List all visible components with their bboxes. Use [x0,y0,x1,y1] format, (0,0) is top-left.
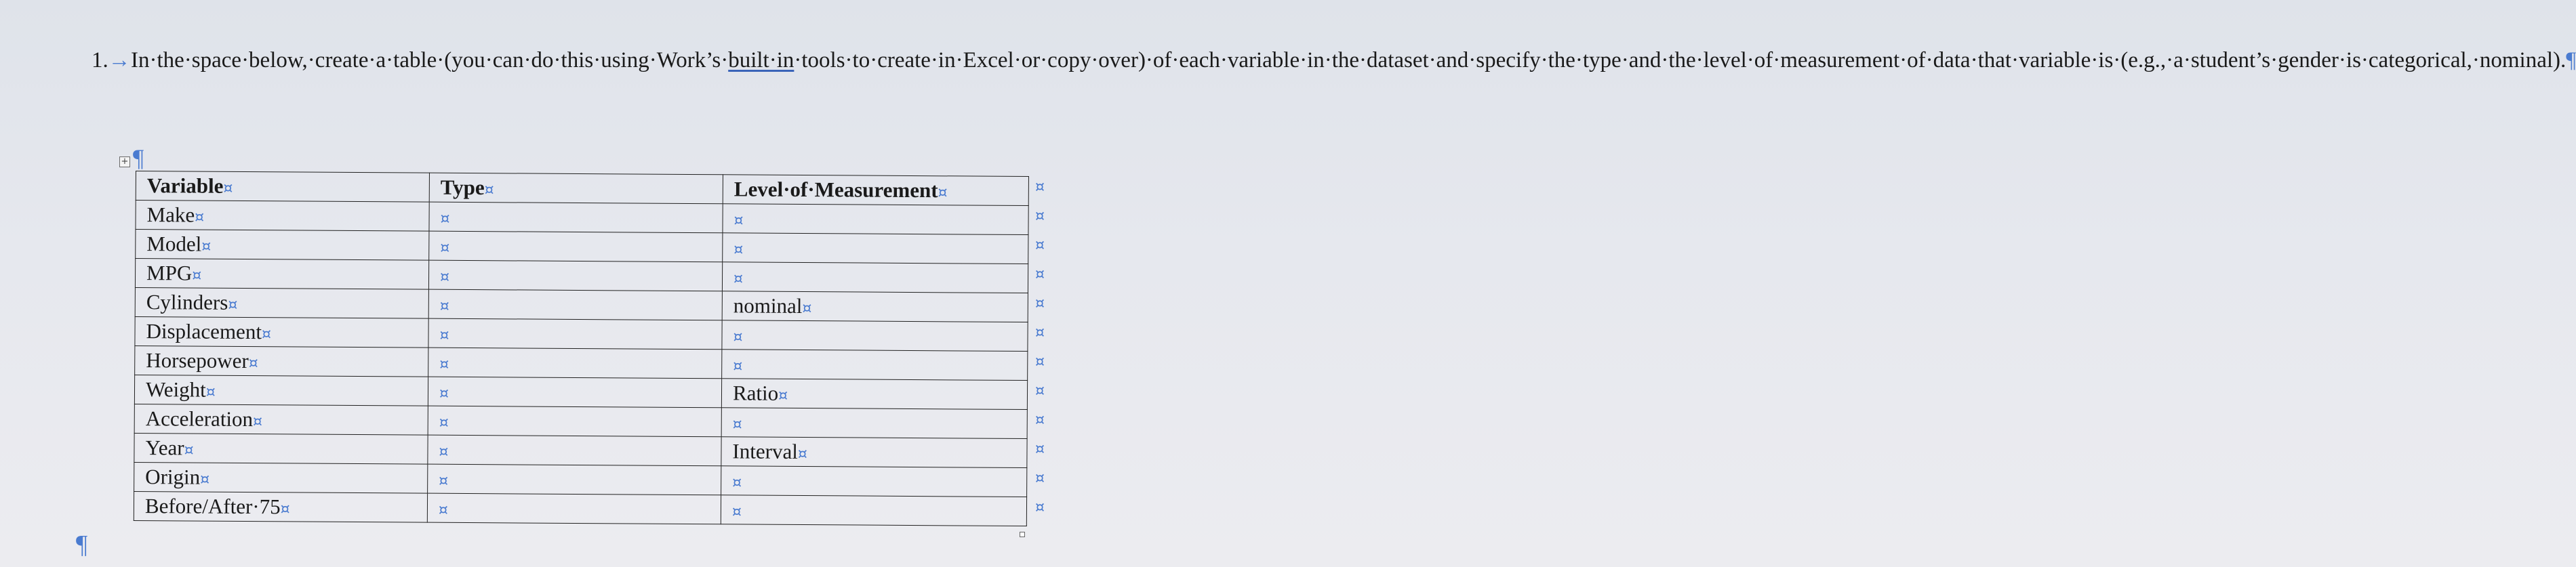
table-cell[interactable] [429,231,723,262]
table-resize-handle[interactable] [1020,532,1025,537]
cell-end-marker: ¤ [440,210,450,228]
table-cell-text: Make [146,203,195,227]
table-cell[interactable] [721,408,1027,439]
table-cell-text: Displacement [146,319,262,344]
instruction-text-part2: ·tools·to·create·in·Excel·or·copy·over)·of·each·variable·in·the·dataset·and·specify·the·type·and·the·level·of·measurement·of·data·that·variable·is·(e.g.,·a·student’s·gender·is·categorical,·nominal). [794,48,2567,72]
table-cell-text: MPG [146,261,193,285]
cell-end-marker: ¤ [733,212,744,230]
table-cell[interactable] [722,350,1028,381]
instruction-text[interactable] [131,45,2576,77]
row-end-marker: ¤ [1035,383,1045,400]
header-cell[interactable] [136,171,429,203]
table-cell-text: Interval [732,439,798,463]
table-cell[interactable] [723,204,1028,235]
table-cell-text: Horsepower [146,348,249,373]
table-cell[interactable] [135,259,428,290]
cell-end-marker: ¤ [184,442,194,459]
cell-end-marker: ¤ [201,238,212,255]
cell-end-marker: ¤ [205,383,216,401]
table-cell[interactable] [134,491,427,522]
table-cell-text: Year [145,436,184,460]
table-cell-text: Weight [145,377,206,402]
spellcheck-underlined-text[interactable]: built·in [728,48,794,72]
paragraph-mark: ¶ [2566,48,2576,72]
cell-end-marker: ¤ [733,329,743,346]
header-cell-text: Variable [146,173,224,198]
row-end-marker: ¤ [1035,179,1045,196]
cell-end-marker: ¤ [261,326,272,343]
row-end-marker: ¤ [1035,354,1045,371]
cell-end-marker: ¤ [797,445,807,463]
row-end-marker: ¤ [1035,412,1045,429]
table-cell[interactable] [134,462,428,493]
cell-end-marker: ¤ [440,239,450,257]
table-cell[interactable] [721,466,1027,497]
cell-end-marker: ¤ [192,267,202,285]
cell-end-marker: ¤ [439,297,449,315]
instruction-text-part1: In·the·space·below,·create·a·table·(you·can·do·this·using·Work’s· [131,48,729,72]
cell-end-marker: ¤ [439,472,449,490]
table-cell-text: nominal [733,293,803,318]
cell-end-marker: ¤ [778,387,788,404]
table-cell[interactable] [723,233,1028,264]
table-cell[interactable] [135,287,428,318]
cell-end-marker: ¤ [731,503,742,521]
variables-table[interactable] [134,171,1029,526]
end-paragraph-mark: ¶ [76,530,88,559]
table-cell[interactable] [136,230,429,261]
cell-end-marker: ¤ [733,241,744,259]
table-cell[interactable] [134,404,428,435]
table-cell[interactable] [721,437,1027,468]
table-cell[interactable] [428,318,722,350]
table-cell-text: Model [146,232,202,256]
row-end-marker: ¤ [1035,441,1045,459]
cell-end-marker: ¤ [200,471,210,488]
table-paragraph-mark: ¶ [133,144,144,171]
cell-end-marker: ¤ [733,270,744,288]
cell-end-marker: ¤ [439,385,449,402]
table-cell[interactable] [429,202,723,233]
table-cell-text: Cylinders [146,290,228,314]
cell-end-marker: ¤ [732,474,742,492]
row-end-marker: ¤ [1035,237,1045,255]
header-cell[interactable] [429,173,723,204]
table-cell[interactable] [721,495,1026,526]
cell-end-marker: ¤ [253,413,263,431]
table-cell[interactable] [428,348,722,379]
cell-end-marker: ¤ [439,414,449,432]
cell-end-marker: ¤ [248,355,258,373]
header-cell-text: Level·of·Measurement [733,177,938,203]
row-end-marker: ¤ [1035,266,1045,284]
table-cell-text: Origin [145,465,201,489]
header-cell[interactable] [723,175,1028,206]
cell-end-marker: ¤ [484,182,494,199]
table-row [134,491,1026,526]
cell-end-marker: ¤ [733,358,743,375]
cell-end-marker: ¤ [732,416,742,434]
row-end-marker: ¤ [1035,499,1045,517]
row-end-marker: ¤ [1035,295,1045,313]
table-move-handle-icon[interactable]: + [119,156,130,167]
cell-end-marker: ¤ [439,268,450,286]
table-cell-text: Acceleration [145,406,254,432]
table-cell[interactable] [428,289,722,320]
cell-end-marker: ¤ [439,327,449,344]
table-cell[interactable] [134,433,428,464]
cell-end-marker: ¤ [438,501,449,519]
row-end-marker: ¤ [1035,208,1045,226]
row-end-marker: ¤ [1035,470,1045,488]
instruction-paragraph [92,45,2576,77]
table-cell[interactable] [428,260,722,291]
table-cell-text: Ratio [732,381,779,405]
cell-end-marker: ¤ [280,501,290,518]
table-cell[interactable] [428,464,721,495]
table-cell[interactable] [428,377,721,408]
cell-end-marker: ¤ [228,296,238,314]
row-end-marker: ¤ [1035,324,1045,342]
cell-end-marker: ¤ [938,184,948,202]
list-number: 1.→ [92,48,131,72]
table-cell[interactable] [722,320,1028,352]
cell-end-marker: ¤ [223,180,233,197]
cell-end-marker: ¤ [439,356,449,373]
table-cell-text: Before/After·75 [144,494,281,519]
table-cell[interactable] [428,435,721,466]
table-cell[interactable] [722,291,1028,322]
table-cell[interactable] [427,493,721,524]
table-cell[interactable] [135,316,428,348]
cell-end-marker: ¤ [802,300,812,318]
cell-end-marker: ¤ [439,443,449,461]
cell-end-marker: ¤ [195,209,205,226]
table-cell[interactable] [135,345,428,377]
header-cell-text: Type [440,175,485,200]
table-cell[interactable] [136,201,429,232]
table-cell[interactable] [721,379,1027,410]
table-cell[interactable] [428,406,721,437]
table-cell[interactable] [722,262,1028,293]
table-cell[interactable] [134,375,428,406]
